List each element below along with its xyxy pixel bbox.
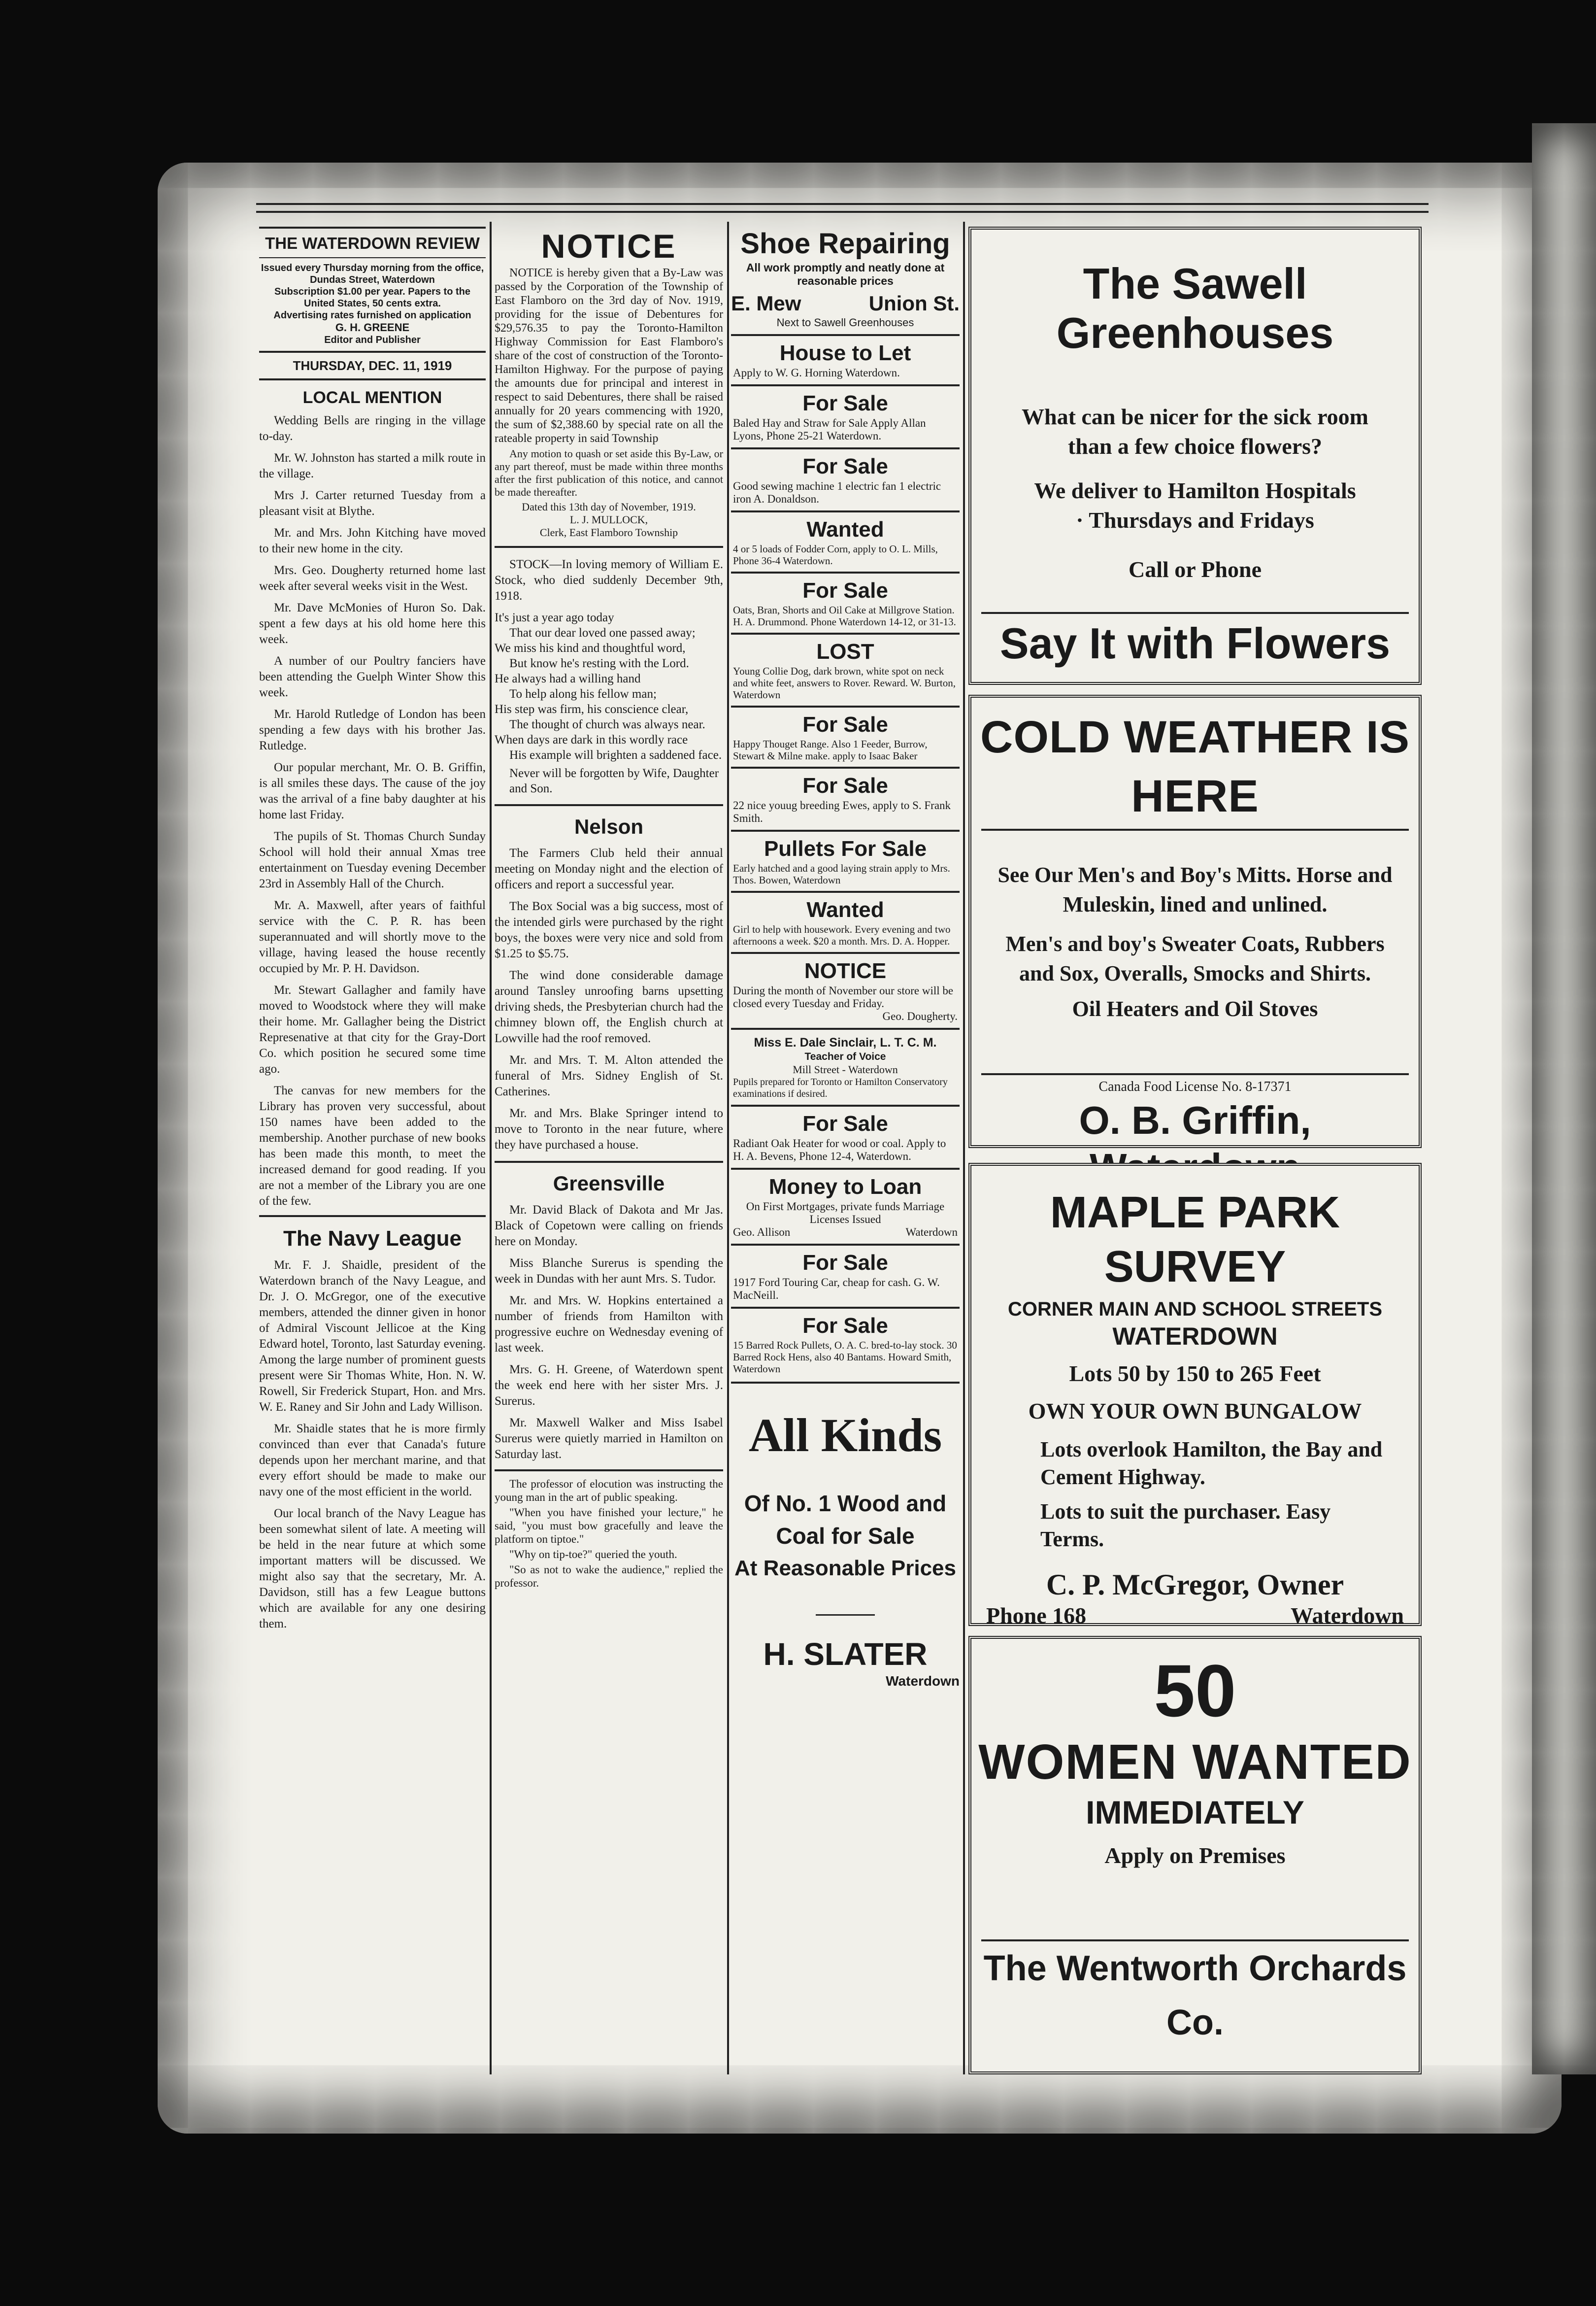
maple-park-ad bbox=[968, 1163, 1422, 1626]
rule bbox=[731, 447, 960, 449]
classified-text: Young Collie Dog, dark brown, white spot on neck and white feet, answers to Rover. Reward. W. Burton, Waterdown bbox=[733, 665, 956, 701]
navy-paragraph: Mr. F. J. Shaidle, president of the Waterdown branch of the Navy League, and Dr. J. O. McGregor, one of the executive members, attended the dinner given in honor of Admiral Viscount Jellicoe at the King Edward hotel, Toronto, last Saturday evening. Among the large number of prominent guests present were Sir Thomas White, Hon. N. W. Rowell, Sir Frederick Stupart, Hon. and Mrs. W. E. Raney and Sir John and Lady Willison. bbox=[259, 1258, 486, 1414]
slater-town: Waterdown bbox=[886, 1673, 960, 1689]
joke-line: "When you have finished your lecture," he said, "you must bow gracefully and leave the platform on tiptoe." bbox=[495, 1506, 723, 1545]
classified-sign-row bbox=[733, 1226, 958, 1239]
notice-signer-title: Clerk, East Flamboro Township bbox=[539, 526, 678, 539]
rule bbox=[259, 257, 486, 258]
maple-line: Lots to suit the purchaser. Easy Terms. bbox=[1040, 1499, 1331, 1551]
maple-line: Lots 50 by 150 to 265 Feet bbox=[1069, 1361, 1321, 1386]
classified-heading: House to Let bbox=[779, 341, 911, 365]
masthead-subscription: Subscription $1.00 per year. Papers to the United States, 50 cents extra. bbox=[274, 286, 470, 309]
rule bbox=[731, 633, 960, 635]
column-rule-3 bbox=[963, 222, 965, 2074]
navy-paragraph: Mr. Shaidle states that he is more firmly convinced than ever that Canada's future depends upon her merchant marine, and that every effort should be made to make our navy one of the most efficient in the world. bbox=[259, 1422, 486, 1498]
maple-owner: C. P. McGregor, Owner bbox=[1046, 1568, 1344, 1601]
local-mention-heading: LOCAL MENTION bbox=[302, 388, 442, 407]
teacher-text: Pupils prepared for Toronto or Hamilton Conservatory examinations if desired. bbox=[733, 1077, 948, 1099]
classified-heading: Pullets For Sale bbox=[764, 837, 927, 861]
poem-line: We miss his kind and thoughtful word, bbox=[495, 642, 686, 655]
editor-title: Editor and Publisher bbox=[324, 335, 421, 345]
classified-heading: For Sale bbox=[802, 578, 888, 603]
wentworth-line: WOMEN WANTED bbox=[978, 1734, 1412, 1790]
notice-body-2: Any motion to quash or set aside this By-Law, or any part thereof, must be made within three months after the first publication of this notice, and cannot be made thereafter. bbox=[495, 447, 723, 498]
classified-text: During the month of November our store will be closed every Tuesday and Friday. bbox=[733, 984, 954, 1010]
top-rule-2 bbox=[256, 211, 1429, 213]
classified-heading: Wanted bbox=[806, 898, 884, 922]
nelson-item: The Box Social was a big success, most of the intended girls were purchased by the right boys, the boxes were very nice and sold from $1.25 to $5.75. bbox=[495, 900, 723, 960]
griffin-title: COLD WEATHER IS HERE bbox=[980, 712, 1410, 821]
maple-phone-row bbox=[986, 1602, 1404, 1629]
maple-phone: Phone 168 bbox=[986, 1603, 1087, 1628]
classified-sign: Geo. Allison bbox=[733, 1226, 791, 1238]
teacher-title: Teacher of Voice bbox=[804, 1051, 886, 1062]
classified-text: 4 or 5 loads of Fodder Corn, apply to O. L. Mills, Phone 36-4 Waterdown. bbox=[733, 543, 938, 567]
poem-line: To help along his fellow man; bbox=[509, 687, 657, 701]
slater-divider bbox=[816, 1614, 875, 1616]
column-2 bbox=[495, 227, 723, 2069]
poem-line: When days are dark in this wordly race bbox=[495, 733, 688, 746]
slater-line: Coal for Sale bbox=[776, 1523, 915, 1549]
masthead-issued: Issued every Thursday morning from the office, Dundas Street, Waterdown bbox=[261, 263, 484, 285]
classified-text: Apply to W. G. Horning Waterdown. bbox=[733, 367, 900, 379]
nelson-item: Mr. and Mrs. Blake Springer intend to move to Toronto in the near future, where they have purchased a house. bbox=[495, 1107, 723, 1152]
local-item: Mr. Stewart Gallagher and family have moved to Woodstock where they will make their home. Mr. Gallagher being the District Represenative at that city for the Gray-Dort Co. which position he secured some time ago. bbox=[259, 983, 486, 1076]
shoe-repair-text: All work promptly and neatly done at reasonable prices bbox=[746, 261, 945, 287]
local-item: The canvas for new members for the Library has proven very successful, about 150 names have been added to the membership. Another purchase of new books has been made this month, to meet the increased demand for good reading. If you are not a member of the Library you are one of the few. bbox=[259, 1084, 486, 1208]
poem-line: It's just a year ago today bbox=[495, 611, 614, 624]
column-3 bbox=[731, 227, 960, 2069]
griffin-ad bbox=[968, 695, 1422, 1148]
shoe-repair-name-row bbox=[731, 291, 960, 316]
shoe-repair-next: Next to Sawell Greenhouses bbox=[776, 316, 914, 329]
rule bbox=[259, 378, 486, 380]
maple-town: Waterdown bbox=[1291, 1603, 1404, 1628]
classified-text: 22 nice youug breeding Ewes, apply to S. Frank Smith. bbox=[733, 799, 951, 824]
sawell-line: We deliver to Hamilton Hospitals bbox=[1034, 478, 1356, 503]
greensville-item: Miss Blanche Surerus is spending the week in Dundas with her aunt Mrs. S. Tudor. bbox=[495, 1256, 723, 1286]
classified-heading: LOST bbox=[816, 640, 874, 664]
rule bbox=[731, 952, 960, 954]
classified-text: Girl to help with housework. Every evening and two afternoons a week. $20 a month. Mrs. D. A. Hopper. bbox=[733, 923, 951, 947]
griffin-line: Oil Heaters and Oil Stoves bbox=[1072, 997, 1318, 1021]
classified-heading: For Sale bbox=[802, 1112, 888, 1136]
classified-sign: Waterdown bbox=[905, 1226, 958, 1238]
poem-line: But know he's resting with the Lord. bbox=[509, 657, 689, 670]
editor-name: G. H. GREENE bbox=[335, 321, 410, 334]
rule bbox=[981, 829, 1409, 831]
classified-heading: Wanted bbox=[806, 517, 884, 542]
column-1 bbox=[259, 227, 486, 2069]
column-rule-2 bbox=[727, 222, 729, 2074]
maple-line: CORNER MAIN AND SCHOOL STREETS bbox=[1007, 1298, 1383, 1320]
local-item: The pupils of St. Thomas Church Sunday School will hold their annual Xmas tree entertainment on Tuesday evening December 23rd in Assembly Hall of the Church. bbox=[259, 830, 486, 890]
rule bbox=[731, 1307, 960, 1309]
poem-line: His step was firm, his conscience clear, bbox=[495, 703, 689, 716]
rule bbox=[259, 351, 486, 353]
slater-name: H. SLATER bbox=[763, 1636, 928, 1672]
sawell-line: What can be nicer for the sick room bbox=[1022, 404, 1368, 429]
notice-signer: L. J. MULLOCK, bbox=[569, 513, 648, 526]
notice-body: NOTICE is hereby given that a By-Law was passed by the Corporation of the Township of East Flamboro on the 3rd day of Nov. 1919, providing for the issue of Debentures for $29,576.35 to pay the Toronto-Hamilton Highway Commission for East Flamboro's share of the cost of construction of the Toronto-Hamilton Highway. For the purpose of paying the amounts due for principal and interest in respect to said Debentures, there shall be raised annually for 20 years commencing with 1920, the sum of $2,388.60 by special rate on all the rateable property in said Township bbox=[495, 267, 723, 445]
greensville-heading: Greensville bbox=[553, 1172, 665, 1195]
griffin-line: Men's and boy's Sweater Coats, Rubbers and Sox, Overalls, Smocks and Shirts. bbox=[1005, 932, 1385, 985]
rule bbox=[495, 546, 723, 548]
classified-text: Radiant Oak Heater for wood or coal. Apply to H. A. Bevens, Phone 12-4, Waterdown. bbox=[733, 1137, 946, 1162]
rule bbox=[731, 334, 960, 336]
poem-line: He always had a willing hand bbox=[495, 672, 641, 685]
griffin-line: See Our Men's and Boy's Mitts. Horse and Muleskin, lined and unlined. bbox=[998, 863, 1393, 916]
classified-text: Good sewing machine 1 electric fan 1 electric iron A. Donaldson. bbox=[733, 480, 941, 505]
local-item: Mr. A. Maxwell, after years of faithful service with the C. P. R. has been superannuated and will shortly move to the village, having leased the house recently occupied by Mr. P. H. Davidson. bbox=[259, 899, 486, 975]
maple-line: Lots overlook Hamilton, the Bay and Cement Highway. bbox=[1040, 1437, 1383, 1489]
classified-heading: For Sale bbox=[802, 1251, 888, 1275]
sawell-slogan: Say It with Flowers bbox=[999, 619, 1391, 668]
rule bbox=[731, 1168, 960, 1170]
wentworth-name: The Wentworth Orchards Co. bbox=[983, 1949, 1407, 2042]
sawell-line: Call or Phone bbox=[1128, 557, 1262, 582]
classified-text: 1917 Ford Touring Car, cheap for cash. G. W. MacNeill. bbox=[733, 1276, 940, 1301]
classified-heading: For Sale bbox=[802, 391, 888, 415]
rule bbox=[731, 1244, 960, 1246]
rule bbox=[495, 804, 723, 806]
sawell-greenhouses-ad bbox=[968, 227, 1422, 685]
classified-text: Oats, Bran, Shorts and Oil Cake at Millgrove Station. H. A. Drummond. Phone Waterdown 14-12, or 31-13. bbox=[733, 604, 956, 628]
local-item: Mr. W. Johnston has started a milk route in the village. bbox=[259, 451, 486, 480]
classified-heading: NOTICE bbox=[804, 959, 887, 983]
classified-heading: Money to Loan bbox=[768, 1175, 922, 1199]
poem-line: Never will be forgotten by Wife, Daughter and Son. bbox=[509, 767, 719, 795]
nelson-heading: Nelson bbox=[574, 815, 644, 838]
wentworth-orchards-ad bbox=[968, 1636, 1422, 2074]
local-item: Our popular merchant, Mr. O. B. Griffin, is all smiles these days. The cause of the joy was the arrival of a fine baby daughter at his home last Friday. bbox=[259, 761, 486, 821]
greensville-item: Mr. and Mrs. W. Hopkins entertained a number of friends from Hamilton with progressive euchre on Wednesday evening of last week. bbox=[495, 1294, 723, 1355]
column-rule-1 bbox=[490, 222, 492, 2074]
notice-dated: Dated this 13th day of November, 1919. bbox=[522, 501, 696, 513]
classified-heading: For Sale bbox=[802, 454, 888, 478]
notice-heading: NOTICE bbox=[541, 228, 677, 265]
rule bbox=[731, 1382, 960, 1384]
poem-line: The thought of church was always near. bbox=[509, 718, 705, 731]
maple-line: WATERDOWN bbox=[1112, 1323, 1278, 1350]
slater-headline: All Kinds bbox=[748, 1409, 942, 1461]
greensville-item: Mrs. G. H. Greene, of Waterdown spent the week end here with her sister Mrs. J. Surerus. bbox=[495, 1363, 723, 1408]
rule bbox=[731, 1105, 960, 1107]
navy-league-heading: The Navy League bbox=[283, 1226, 462, 1251]
rule bbox=[731, 1028, 960, 1030]
navy-paragraph: Our local branch of the Navy League has been somewhat silent of late. A meeting will be held in the near future at which some important matters will be discussed. We might also say that the secretary, Mr. A. Davidson, still has a few League buttons which are available for any one desiring them. bbox=[259, 1507, 486, 1630]
local-item: A number of our Poultry fanciers have been attending the Guelph Winter Show this week. bbox=[259, 654, 486, 699]
shoe-repair-name: E. Mew bbox=[731, 292, 801, 315]
sawell-line: · Thursdays and Fridays bbox=[1076, 508, 1314, 533]
greensville-item: Mr. David Black of Dakota and Mr Jas. Black of Copetown were calling on friends here on Monday. bbox=[495, 1203, 723, 1248]
teacher-name: Miss E. Dale Sinclair, L. T. C. M. bbox=[754, 1036, 937, 1050]
issue-date: THURSDAY, DEC. 11, 1919 bbox=[293, 358, 452, 373]
local-item: Mr. and Mrs. John Kitching have moved to their new home in the city. bbox=[259, 526, 486, 555]
classified-text: Baled Hay and Straw for Sale Apply Allan Lyons, Phone 25-21 Waterdown. bbox=[733, 417, 926, 442]
joke-line: "So as not to wake the audience," replied the professor. bbox=[495, 1563, 723, 1589]
shoe-repair-street: Union St. bbox=[868, 292, 960, 315]
joke-line: "Why on tip-toe?" queried the youth. bbox=[509, 1548, 677, 1560]
sawell-line: than a few choice flowers? bbox=[1067, 434, 1323, 459]
classified-text: 15 Barred Rock Pullets, O. A. C. bred-to-lay stock. 30 Barred Rock Hens, also 40 Bantams. Howard Smith, Waterdown bbox=[733, 1339, 957, 1375]
sawell-title: The Sawell Greenhouses bbox=[1056, 259, 1334, 357]
classified-sign: Geo. Dougherty. bbox=[882, 1010, 958, 1022]
top-rule bbox=[256, 203, 1429, 205]
masthead-title: THE WATERDOWN REVIEW bbox=[265, 234, 480, 252]
nelson-item: Mr. and Mrs. T. M. Alton attended the funeral of Mrs. Sidney English of St. Catherines. bbox=[495, 1053, 723, 1098]
rule bbox=[731, 706, 960, 708]
classified-heading: For Sale bbox=[802, 1314, 888, 1338]
slater-ad bbox=[731, 1408, 960, 1690]
maple-line: OWN YOUR OWN BUNGALOW bbox=[1028, 1398, 1362, 1424]
wentworth-number: 50 bbox=[1154, 1649, 1236, 1732]
rule bbox=[259, 227, 486, 229]
rule bbox=[731, 572, 960, 574]
adjacent-page-edge bbox=[1532, 123, 1596, 2074]
teacher-address: Mill Street - Waterdown bbox=[793, 1063, 898, 1076]
rule bbox=[495, 1469, 723, 1471]
memoriam-intro: STOCK—In loving memory of William E. Stock, who died suddenly December 9th, 1918. bbox=[495, 558, 723, 603]
slater-line: Of No. 1 Wood and bbox=[744, 1491, 947, 1516]
greensville-item: Mr. Maxwell Walker and Miss Isabel Surerus were quietly married in Hamilton on Saturday last. bbox=[495, 1416, 723, 1461]
rule bbox=[731, 830, 960, 832]
griffin-name: O. B. Griffin, bbox=[1079, 1098, 1311, 1142]
rule bbox=[981, 1073, 1409, 1075]
rule bbox=[731, 384, 960, 386]
classified-text: On First Mortgages, private funds Marriage Licenses Issued bbox=[746, 1200, 945, 1225]
poem-line: His example will brighten a saddened face. bbox=[509, 748, 722, 762]
griffin-license: Canada Food License No. 8-17371 bbox=[1098, 1079, 1292, 1094]
nelson-item: The wind done considerable damage around Tansley unroofing barns upsetting driving sheds, the Presbyterian church had the chimney blown off, the English church at Lowville had the roof removed. bbox=[495, 969, 723, 1045]
slater-line: At Reasonable Prices bbox=[734, 1556, 956, 1580]
rule bbox=[259, 1215, 486, 1217]
classified-text: Early hatched and a good laying strain apply to Mrs. Thos. Bowen, Waterdown bbox=[733, 862, 950, 886]
classified-text: Happy Thouget Range. Also 1 Feeder, Burrow, Stewart & Milne make. apply to Isaac Baker bbox=[733, 738, 928, 762]
masthead-advertising: Advertising rates furnished on application bbox=[273, 310, 471, 321]
wentworth-line: Apply on Premises bbox=[1104, 1843, 1286, 1868]
rule bbox=[731, 767, 960, 769]
classified-heading: For Sale bbox=[802, 774, 888, 798]
local-item: Mr. Harold Rutledge of London has been spending a few days with his brother Jas. Rutledge. bbox=[259, 708, 486, 752]
local-item: Wedding Bells are ringing in the village to-day. bbox=[259, 414, 486, 443]
local-item: Mrs. Geo. Dougherty returned home last week after several weeks visit in the West. bbox=[259, 564, 486, 593]
rule bbox=[495, 1161, 723, 1163]
local-item: Mrs J. Carter returned Tuesday from a pleasant visit at Blythe. bbox=[259, 489, 486, 518]
rule bbox=[731, 510, 960, 512]
maple-title: MAPLE PARK SURVEY bbox=[1050, 1188, 1340, 1291]
joke-line: The professor of elocution was instructing the young man in the art of public speaking. bbox=[495, 1478, 723, 1503]
shoe-repair-heading: Shoe Repairing bbox=[740, 228, 950, 260]
wentworth-line: IMMEDIATELY bbox=[1086, 1794, 1304, 1831]
poem-line: That our dear loved one passed away; bbox=[509, 626, 696, 640]
rule bbox=[731, 891, 960, 893]
local-item: Mr. Dave McMonies of Huron So. Dak. spent a few days at his old home here this week. bbox=[259, 601, 486, 646]
nelson-item: The Farmers Club held their annual meeting on Monday night and the election of officers and report a successful year. bbox=[495, 847, 723, 891]
classified-heading: For Sale bbox=[802, 712, 888, 737]
